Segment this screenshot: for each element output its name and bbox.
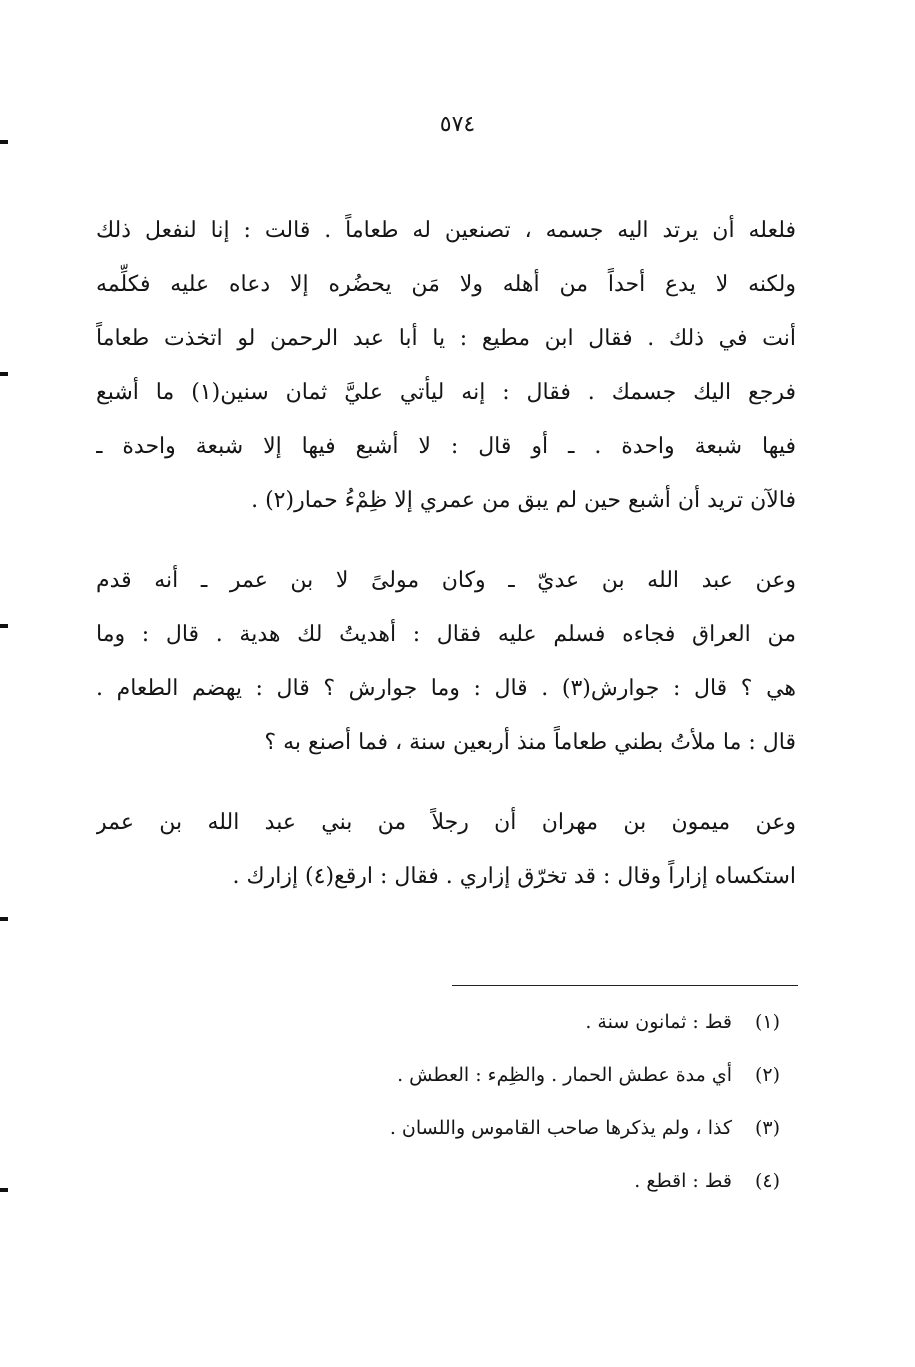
paragraph-gap bbox=[96, 770, 796, 796]
text-line: وعن ميمون بن مهران أن رجلاً من بني عبد الله بن عمر bbox=[96, 810, 796, 835]
footnote-text: كذا ، ولم يذكرها صاحب القاموس واللسان . bbox=[389, 1117, 732, 1139]
text-line: وعن عبد الله بن عديّ ـ وكان مولىً لا بن عمر ـ أنه قدم bbox=[96, 568, 796, 593]
text-line: قال : ما ملأتُ بطني طعاماً منذ أربعين سنة ، فما أصنع به ؟ bbox=[264, 730, 796, 755]
footnote-number: (١) bbox=[754, 1011, 780, 1033]
footnote-number: (٣) bbox=[754, 1117, 780, 1139]
paragraph-gap bbox=[96, 528, 796, 554]
scan-edge-mark bbox=[0, 372, 8, 376]
footnote-item bbox=[250, 1055, 780, 1108]
footnote-text: قط : اقطع . bbox=[634, 1170, 732, 1192]
scan-edge-mark bbox=[0, 624, 8, 628]
text-line: فرجع اليك جسمك . فقال : إنه ليأتي عليَّ ثمان سنين(١) ما أشبع bbox=[96, 380, 796, 405]
scan-edge-mark bbox=[0, 1188, 8, 1192]
footnotes bbox=[250, 1002, 780, 1214]
text-line: استكساه إزاراً وقال : قد تخرّق إزاري . فقال : ارقع(٤) إزارك . bbox=[232, 864, 796, 889]
text-line: أنت في ذلك . فقال ابن مطيع : يا أبا عبد الرحمن لو اتخذت طعاماً bbox=[96, 326, 796, 351]
footnote-text: أي مدة عطش الحمار . والظِمء : العطش . bbox=[397, 1064, 732, 1086]
footnote-item bbox=[250, 1002, 780, 1055]
main-text bbox=[96, 204, 796, 904]
scan-edge-mark bbox=[0, 140, 8, 144]
footnote-item bbox=[250, 1108, 780, 1161]
text-line: فلعله أن يرتد اليه جسمه ، تصنعين له طعاماً . قالت : إنا لنفعل ذلك bbox=[96, 218, 796, 243]
text-line: فيها شبعة واحدة . ـ أو قال : لا أشبع فيها إلا شبعة واحدة ـ bbox=[96, 434, 796, 459]
text-line: من العراق فجاءه فسلم عليه فقال : أهديتُ لك هدية . قال : وما bbox=[96, 622, 796, 647]
footnote-number: (٤) bbox=[754, 1170, 780, 1192]
text-line: فالآن تريد أن أشبع حين لم يبق من عمري إلا ظِمْءُ حمار(٢) . bbox=[251, 488, 796, 513]
footnote-divider bbox=[452, 985, 798, 986]
scan-edge-mark bbox=[0, 917, 8, 921]
page-number: ٥٧٤ bbox=[439, 112, 476, 137]
text-line: هي ؟ قال : جوارش(٣) . قال : وما جوارش ؟ قال : يهضم الطعام . bbox=[96, 676, 796, 701]
footnote-text: قط : ثمانون سنة . bbox=[585, 1011, 732, 1033]
footnote-number: (٢) bbox=[754, 1064, 780, 1086]
footnote-item bbox=[250, 1161, 780, 1214]
text-line: ولكنه لا يدع أحداً من أهله ولا مَن يحضُره إلا دعاه عليه فكلِّمه bbox=[96, 272, 796, 297]
